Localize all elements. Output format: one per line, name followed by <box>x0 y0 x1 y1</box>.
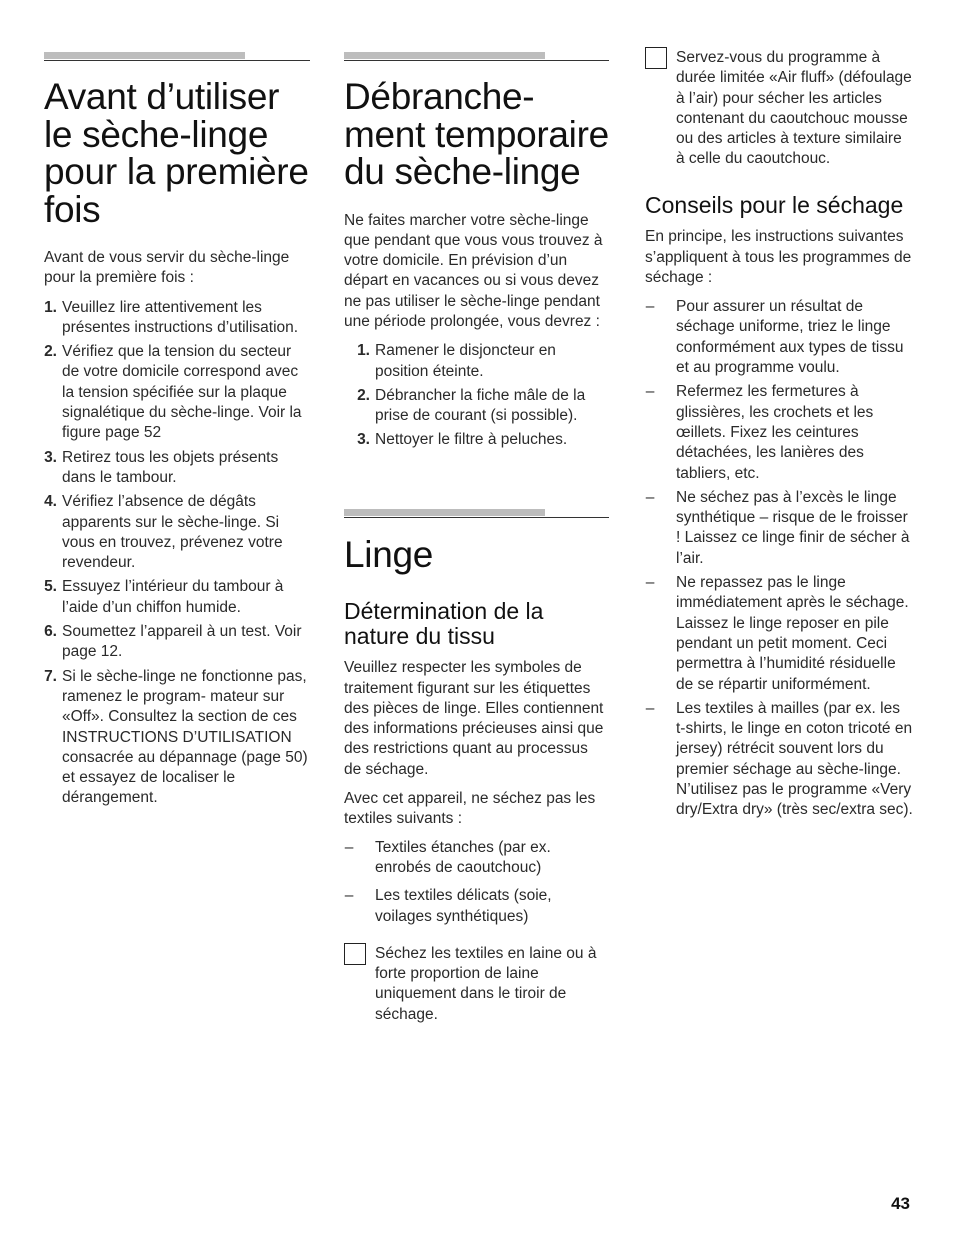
drying-tips-list <box>645 297 913 820</box>
fabric-para-1: Veuillez respecter les symboles de traitement figurant sur les étiquettes des pièces de linge. Elles contiennent des informations précieuses ainsi que des restrictions quant au processus de séchage. <box>344 659 604 778</box>
excluded-textiles <box>344 838 609 927</box>
page-number: 43 <box>891 1194 910 1213</box>
list-item: 2. Débrancher la fiche mâle de la prise de courant (si possible). <box>357 386 586 425</box>
section-title-disconnect: Débranche- ment temporaire du sèche-linge <box>344 76 609 192</box>
section-title-linge: Linge <box>344 533 434 575</box>
disconnect-steps <box>344 341 609 450</box>
list-item: 6. Soumettez l’appareil à un test. Voir page 12. <box>44 623 302 661</box>
air-fluff-note: Servez-vous du programme à durée limitée «Air fluff» (défoulage à l’air) pour sécher les articles contenant du caoutchouc mousse ou des articles à texture similaire à celle du caoutchouc. <box>645 48 913 170</box>
list-item: – Textiles étanches (par ex. enrobés de caoutchouc) <box>344 838 551 876</box>
section-title-first-use: Avant d’utiliser le sèche-linge pour la première fois <box>44 76 309 230</box>
column-3 <box>645 48 913 821</box>
wool-note: Séchez les textiles en laine ou à forte proportion de laine uniquement dans le tiroir de séchage. <box>344 944 609 1025</box>
column-1 <box>44 52 310 809</box>
section-rule <box>344 52 609 61</box>
list-item: 1. Veuillez lire attentivement les présentes instructions d’utilisation. <box>44 298 299 336</box>
subtitle-fabric: Détermination de la nature du tissu <box>344 598 544 649</box>
column-2 <box>344 52 609 1025</box>
note-box-icon <box>645 47 667 69</box>
note-box-icon <box>344 943 366 965</box>
list-item: – Pour assurer un résultat de séchage uniforme, triez le linge conformément aux types de tissu et au programme voulu. <box>645 298 904 377</box>
drying-tips-intro: En principe, les instructions suivantes s’appliquent à tous les programmes de séchage : <box>645 228 912 286</box>
list-item: 7. Si le sèche-linge ne fonctionne pas, ramenez le program- mateur sur «Off». Consultez la section de ces INSTRUCTIONS D’UTILISATION consacrée au dépannage (page 50) et essayez de localiser le dérangement. <box>44 667 308 807</box>
section-rule <box>344 509 609 518</box>
list-item: – Les textiles délicats (soie, voilages synthétiques) <box>344 887 552 925</box>
list-item: 2. Vérifiez que la tension du secteur de votre domicile correspond avec la tension spécifiée sur la plaque signalétique du sèche-linge. Voir la figure page 52 <box>44 343 302 442</box>
first-use-steps <box>31 298 310 809</box>
list-item: 3. Nettoyer le filtre à peluches. <box>357 431 568 449</box>
list-item: 3. Retirez tous les objets présents dans le tambour. <box>44 448 279 486</box>
fabric-para-2: Avec cet appareil, ne séchez pas les textiles suivants : <box>344 790 596 828</box>
section-rule <box>44 52 310 61</box>
list-item: 1. Ramener le disjoncteur en position éteinte. <box>357 342 556 380</box>
list-item: – Ne séchez pas à l’excès le linge synthétique – risque de le froisser ! Laissez ce linge finir de sécher à l’air. <box>645 488 910 567</box>
disconnect-intro: Ne faites marcher votre sèche-linge que pendant que vous vous trouvez à votre domicile. En prévision d’un départ en vacances ou si vous devez ne pas utiliser le sèche-linge pendant une période prolongée, vous devrez : <box>344 211 603 330</box>
list-item: – Ne repassez pas le linge immédiatement après le séchage. Laissez le linge reposer en pile pendant un petit moment. Ceci permettra à l’humidité résiduelle de se répartir uniformément. <box>645 574 909 693</box>
list-item: – Refermez les fermetures à glissières, les crochets et les œillets. Fixez les ceintures détachées, les lanières des tabliers, etc. <box>645 383 874 482</box>
list-item: 4. Vérifiez l’absence de dégâts apparents sur le sèche-linge. Si vous en trouvez, prévenez votre revendeur. <box>44 493 283 572</box>
subtitle-drying-tips: Conseils pour le séchage <box>645 191 904 218</box>
list-item: 5. Essuyez l’intérieur du tambour à l’aide d’un chiffon humide. <box>44 578 284 616</box>
list-item: – Les textiles à mailles (par ex. les t-shirts, le linge en coton tricoté en jersey) rétrécit souvent lors du premier séchage au sèche-linge. N’utilisez pas le programme «Very dry/Extra dry» (très sec/extra sec). <box>645 699 913 819</box>
first-use-intro: Avant de vous servir du sèche-linge pour la première fois : <box>44 249 290 287</box>
